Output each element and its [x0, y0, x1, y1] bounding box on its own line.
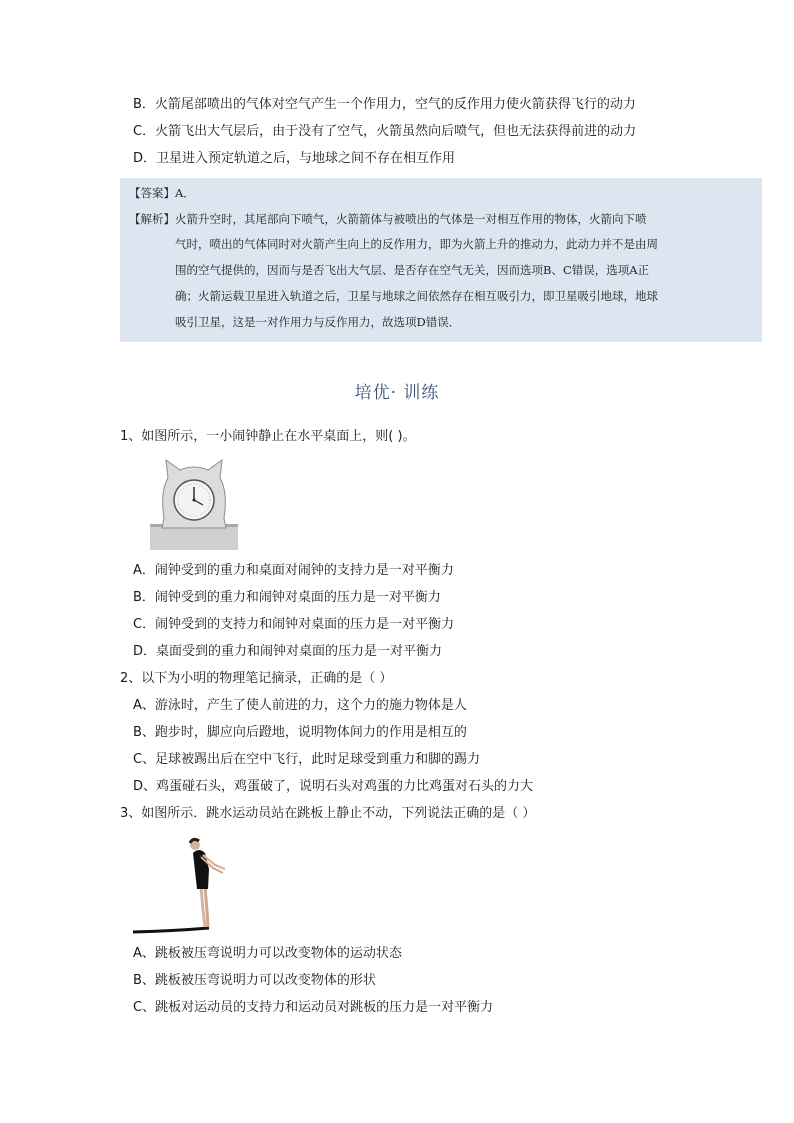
section-title: 培优· 训练 — [354, 383, 440, 403]
analysis-line-5: 吸引卫星，这是一对作用力与反作用力，故选项D错误． — [175, 315, 461, 329]
question-3-option-b: B、跳板被压弯说明力可以改变物体的形状 — [133, 973, 376, 988]
analysis-line-3: 围的空气提供的，因而与是否飞出大气层、是否存在空气无关，因而选项B、C错误，选项A正 — [175, 263, 650, 277]
prev-option-d: D．卫星进入预定轨道之后，与地球之间不存在相互作用 — [133, 151, 456, 166]
question-2-stem: 2、以下为小明的物理笔记摘录，正确的是（ ） — [120, 671, 393, 686]
question-2-option-a: A、游泳时，产生了使人前进的力，这个力的施力物体是人 — [133, 698, 467, 713]
analysis-line-1: 【解析】火箭升空时，其尾部向下喷气，火箭箭体与被喷出的气体是一对相互作用的物体，火箭向下喷 — [129, 212, 647, 226]
analysis-line-4: 确；火箭运载卫星进入轨道之后，卫星与地球之间依然存在相互吸引力，即卫星吸引地球，地球 — [175, 289, 658, 303]
question-3-option-a: A、跳板被压弯说明力可以改变物体的运动状态 — [133, 946, 402, 961]
question-1-option-a: A．闹钟受到的重力和桌面对闹钟的支持力是一对平衡力 — [133, 563, 454, 578]
analysis-line-2: 气时，喷出的气体同时对火箭产生向上的反作用力，即为火箭上升的推动力，此动力并不是由周 — [175, 237, 658, 251]
prev-option-c: C．火箭飞出大气层后，由于没有了空气，火箭虽然向后喷气，但也无法获得前进的动力 — [133, 124, 637, 139]
question-1-option-b: B．闹钟受到的重力和闹钟对桌面的压力是一对平衡力 — [133, 590, 441, 605]
answer-analysis-box — [120, 178, 762, 342]
question-2-option-d: D、鸡蛋碰石头，鸡蛋破了，说明石头对鸡蛋的力比鸡蛋对石头的力大 — [133, 779, 534, 794]
question-1-option-d: D．桌面受到的重力和闹钟对桌面的压力是一对平衡力 — [133, 644, 443, 659]
question-2-option-b: B、跑步时，脚应向后蹬地，说明物体间力的作用是相互的 — [133, 725, 467, 740]
question-1-option-c: C．闹钟受到的支持力和闹钟对桌面的压力是一对平衡力 — [133, 617, 455, 632]
question-2-option-c: C、足球被踢出后在空中飞行，此时足球受到重力和脚的踢力 — [133, 752, 481, 767]
question-3-option-c: C、跳板对运动员的支持力和运动员对跳板的压力是一对平衡力 — [133, 1000, 494, 1015]
question-1-stem: 1、如图所示，一小闹钟静止在水平桌面上，则( )。 — [120, 429, 416, 444]
diver-on-springboard-image — [133, 835, 233, 935]
alarm-clock-image — [148, 458, 240, 550]
answer-line: 【答案】A． — [129, 186, 195, 200]
question-3-stem: 3、如图所示．跳水运动员站在跳板上静止不动，下列说法正确的是（ ） — [120, 806, 536, 821]
prev-option-b: B．火箭尾部喷出的气体对空气产生一个作用力，空气的反作用力使火箭获得飞行的动力 — [133, 97, 636, 112]
